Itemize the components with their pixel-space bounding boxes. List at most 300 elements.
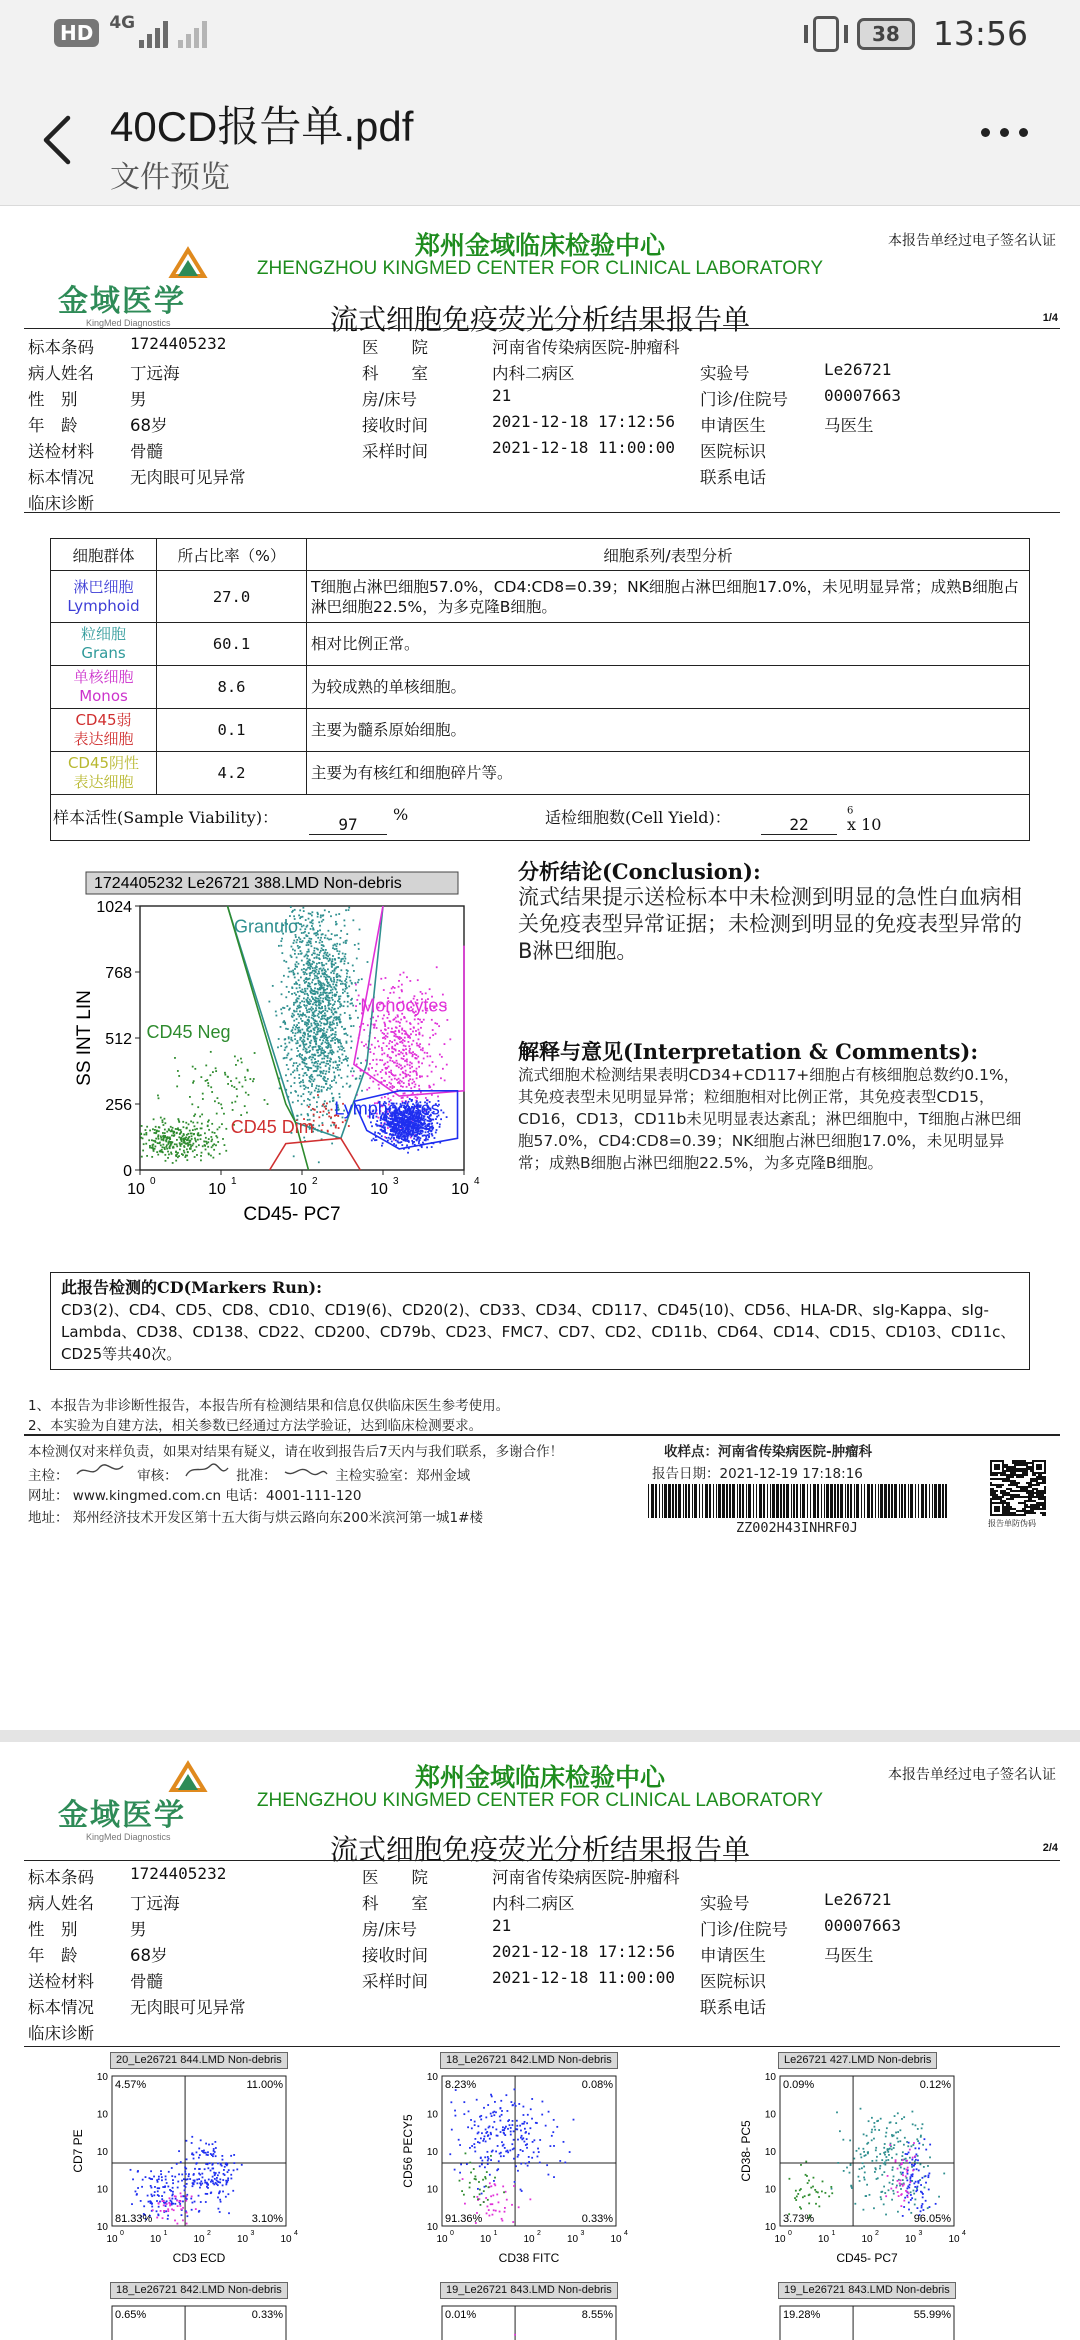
scatter-point	[384, 1025, 386, 1027]
scatter-point	[335, 914, 337, 916]
scatter-point	[186, 2158, 188, 2160]
scatter-point	[296, 941, 298, 943]
barcode-bar	[770, 1484, 771, 1518]
scatter-point	[179, 1142, 181, 1144]
scatter-point	[339, 1018, 341, 1020]
scatter-point	[184, 2189, 186, 2191]
qr-module	[996, 1466, 998, 1468]
scatter-point	[377, 1015, 379, 1017]
scatter-point	[194, 1149, 196, 1151]
scatter-point	[160, 1135, 162, 1137]
scatter-point	[874, 2171, 876, 2173]
scatter-point	[321, 1058, 323, 1060]
qr-module	[1020, 1514, 1022, 1516]
label: 实验号	[700, 1894, 750, 1913]
scatter-point	[906, 2160, 908, 2162]
scatter-point	[372, 1081, 374, 1083]
scatter-point	[880, 2118, 882, 2120]
x-tick-exp: 1	[163, 2230, 168, 2237]
scatter-point	[318, 1116, 320, 1118]
scatter-point	[192, 2154, 194, 2156]
scatter-point	[501, 2110, 503, 2112]
scatter-point	[199, 2182, 201, 2184]
scatter-point	[482, 2140, 484, 2142]
scatter-point	[166, 1148, 168, 1150]
scatter-point	[306, 925, 308, 927]
scatter-point	[398, 1031, 400, 1033]
scatter-point	[294, 992, 296, 994]
scatter-point	[206, 2193, 208, 2195]
disclaimer: 本检测仅对来样负责，如果对结果有疑义，请在收到报告后7天内与我们联系，多谢合作！	[28, 1444, 564, 1460]
qr-module	[1044, 1470, 1046, 1472]
scatter-point	[928, 2189, 930, 2191]
qr-module	[1014, 1482, 1016, 1484]
scatter-point	[182, 2201, 184, 2203]
scatter-point	[916, 2168, 918, 2170]
scatter-point	[407, 1121, 409, 1123]
qr-module	[1016, 1490, 1018, 1492]
scatter-point	[412, 1031, 414, 1033]
scatter-point	[227, 2193, 229, 2195]
scatter-point	[537, 2156, 539, 2158]
scatter-point	[406, 1133, 408, 1135]
qr-module	[1036, 1492, 1038, 1494]
qr-module	[1016, 1476, 1018, 1478]
scatter-point	[170, 1130, 172, 1132]
scatter-point	[398, 1078, 400, 1080]
scatter-point	[222, 2159, 224, 2161]
qr-module	[990, 1502, 992, 1504]
y-tick-label: 10	[96, 2072, 108, 2083]
qr-module	[1044, 1472, 1046, 1474]
qr-module	[1000, 1478, 1002, 1480]
qr-module	[1032, 1466, 1034, 1468]
qr-module	[1024, 1470, 1026, 1472]
table-row	[51, 752, 1030, 795]
scatter-point	[312, 998, 314, 1000]
scatter-point	[414, 1019, 416, 1021]
scatter-point	[333, 1023, 335, 1025]
scatter-point	[374, 1131, 376, 1133]
scatter-point	[292, 1101, 294, 1103]
scatter-point	[334, 1039, 336, 1041]
scatter-point	[186, 1148, 188, 1150]
qr-module	[996, 1474, 998, 1476]
scatter-point	[198, 2195, 200, 2197]
scatter-point	[184, 2171, 186, 2173]
label: 临床诊断	[28, 2024, 94, 2043]
scatter-point	[320, 1075, 322, 1077]
scatter-point	[334, 959, 336, 961]
column-header: 细胞群体	[51, 539, 157, 571]
scatter-point	[321, 1062, 323, 1064]
scatter-point	[374, 1139, 376, 1141]
scatter-point	[425, 1135, 427, 1137]
scatter-point	[315, 1043, 317, 1045]
scatter-point	[419, 1019, 421, 1021]
scatter-point	[158, 1130, 160, 1132]
scatter-point	[422, 1142, 424, 1144]
scatter-point	[295, 1091, 297, 1093]
scatter-point	[322, 949, 324, 951]
scatter-point	[232, 2190, 234, 2192]
scatter-point	[323, 1076, 325, 1078]
scatter-point	[422, 1035, 424, 1037]
scatter-point	[409, 1067, 411, 1069]
scatter-point	[285, 996, 287, 998]
scatter-point	[398, 1066, 400, 1068]
barcode-value: 1724405232	[130, 334, 227, 353]
scatter-point	[399, 1036, 401, 1038]
scatter-point	[172, 1131, 174, 1133]
scatter-point	[357, 981, 359, 983]
scatter-point	[212, 2155, 214, 2157]
scatter-point	[404, 1073, 406, 1075]
scatter-point	[309, 975, 311, 977]
qr-module	[1032, 1470, 1034, 1472]
scatter-point	[288, 967, 290, 969]
scatter-point	[296, 1000, 298, 1002]
scatter-point	[399, 1022, 401, 1024]
scatter-point	[328, 1026, 330, 1028]
qr-code-image[interactable]	[990, 1460, 1046, 1516]
scatter-point	[306, 1005, 308, 1007]
cell-group	[51, 752, 157, 795]
scatter-point	[875, 2147, 877, 2149]
scatter-point	[264, 1099, 266, 1101]
scatter-point	[331, 1011, 333, 1013]
scatter-point	[351, 1067, 353, 1069]
scatter-point	[399, 1134, 401, 1136]
qr-module	[1026, 1468, 1028, 1470]
qr-module	[1040, 1466, 1042, 1468]
scatter-point	[313, 1013, 315, 1015]
scatter-point	[301, 1015, 303, 1017]
scatter-point	[316, 969, 318, 971]
qr-module	[1032, 1462, 1034, 1464]
qr-module	[1008, 1494, 1010, 1496]
scatter-point	[924, 2138, 926, 2140]
qr-module	[990, 1474, 992, 1476]
label: 联系电话	[700, 468, 766, 487]
cell-group	[51, 623, 157, 666]
barcode-bar	[651, 1484, 654, 1518]
scatter-point	[468, 2110, 470, 2112]
scatter-point	[298, 937, 300, 939]
scatter-point	[154, 1146, 156, 1148]
cell-ratio: 27.0	[157, 571, 307, 623]
scatter-point	[333, 1124, 335, 1126]
scatter-point	[339, 937, 341, 939]
scatter-point	[868, 2120, 870, 2122]
scatter-point	[207, 2151, 209, 2153]
scatter-point	[883, 2171, 885, 2173]
scatter-point	[359, 929, 361, 931]
qr-module	[1008, 1506, 1010, 1508]
scatter-point	[331, 963, 333, 965]
scatter-point	[205, 2152, 207, 2154]
qr-module	[1014, 1480, 1016, 1482]
scatter-point	[180, 1138, 182, 1140]
scatter-point	[304, 990, 306, 992]
scatter-point	[319, 987, 321, 989]
scatter-point	[912, 2111, 914, 2113]
scatter-point	[305, 978, 307, 980]
scatter-point	[317, 1052, 319, 1054]
qr-module	[1018, 1468, 1020, 1470]
qr-module	[990, 1508, 992, 1510]
qr-module	[1008, 1512, 1010, 1514]
qr-module	[1044, 1480, 1046, 1482]
barcode-bar	[796, 1484, 798, 1518]
barcode-bar	[694, 1484, 697, 1518]
scatter-point	[409, 1064, 411, 1066]
scatter-point	[388, 1137, 390, 1139]
scatter-point	[374, 1037, 376, 1039]
scatter-point	[909, 2184, 911, 2186]
group-name-en: Grans	[81, 644, 126, 662]
barcode-bar	[783, 1484, 785, 1518]
scatter-point	[391, 1135, 393, 1137]
x-tick-exp: 1	[231, 1176, 237, 1187]
scatter-point	[192, 2202, 194, 2204]
scatter-point	[207, 1085, 209, 1087]
scatter-point	[341, 1049, 343, 1051]
scatter-point	[388, 1048, 390, 1050]
barcode-bar	[929, 1484, 930, 1518]
scatter-point	[401, 1067, 403, 1069]
scatter-point	[313, 1097, 315, 1099]
scatter-point	[440, 1118, 442, 1120]
pdf-viewer[interactable]	[0, 206, 1080, 2340]
qr-module	[1026, 1490, 1028, 1492]
qr-module	[1036, 1468, 1038, 1470]
scatter-point	[164, 1118, 166, 1120]
status-bar	[0, 0, 1080, 72]
scatter-point	[352, 1075, 354, 1077]
scatter-point	[186, 2195, 188, 2197]
scatter-point	[276, 1015, 278, 1017]
scatter-point	[470, 2119, 472, 2121]
scatter-point	[385, 1067, 387, 1069]
scatter-point	[148, 1139, 150, 1141]
scatter-point	[355, 1010, 357, 1012]
scatter-point	[391, 1031, 393, 1033]
qr-module	[1002, 1484, 1004, 1486]
scatter-point	[454, 2169, 456, 2171]
yield-exponent: 6	[847, 805, 854, 817]
scatter-point	[321, 934, 323, 936]
scatter-point	[303, 1046, 305, 1048]
scatter-point	[862, 2162, 864, 2164]
scatter-point	[212, 2168, 214, 2170]
scatter-point	[514, 2181, 516, 2183]
scatter-point	[896, 2137, 898, 2139]
scatter-point	[522, 2150, 524, 2152]
scatter-point	[327, 1037, 329, 1039]
scatter-point	[303, 1032, 305, 1034]
qr-module	[1006, 1466, 1008, 1468]
scatter-point	[343, 1005, 345, 1007]
scatter-point	[328, 960, 330, 962]
scatter-point	[199, 2154, 201, 2156]
scatter-point	[330, 1052, 332, 1054]
barcode-bar	[748, 1484, 751, 1518]
scatter-point	[382, 1037, 384, 1039]
qr-module	[1022, 1464, 1024, 1466]
bed-number: 21	[492, 386, 512, 405]
qr-module	[1018, 1464, 1020, 1466]
table-header-row	[51, 539, 1030, 571]
scatter-point	[908, 2192, 910, 2194]
scatter-point	[477, 2198, 479, 2200]
scatter-point	[185, 2168, 187, 2170]
interpretation-text: 流式细胞术检测结果表明CD34+CD117+细胞占有核细胞总数约0.1%，其免疫表型未见明显异常；粒细胞相对比例正常，其免疫表型CD15，CD16，CD13，CD11b未见明显表达紊乱；淋巴细胞中，T细胞占淋巴细胞57.0%，CD4:CD8=0.39；NK细胞占淋巴细胞17.0%，未见明显异常；成熟B细胞占淋巴细胞22.5%，为多克隆B细胞。	[518, 1066, 1022, 1172]
scatter-point	[382, 1131, 384, 1133]
scatter-point	[431, 1133, 433, 1135]
scatter-point	[361, 1041, 363, 1043]
qr-module	[1002, 1468, 1004, 1470]
scatter-point	[415, 1054, 417, 1056]
scatter-point	[162, 1151, 164, 1153]
scatter-point	[867, 2142, 869, 2144]
scatter-point	[333, 1003, 335, 1005]
scatter-point	[421, 1062, 423, 1064]
scatter-point	[490, 2155, 492, 2157]
scatter-point	[236, 1095, 238, 1097]
qr-module	[1026, 1500, 1028, 1502]
scatter-point	[158, 2176, 160, 2178]
scatter-point	[395, 1017, 397, 1019]
scatter-point	[465, 2152, 467, 2154]
scatter-point	[917, 2128, 919, 2130]
x-tick-label: 10	[289, 1181, 307, 1198]
scatter-point	[224, 1072, 226, 1074]
scatter-point	[850, 2164, 852, 2166]
scatter-point	[439, 1124, 441, 1126]
scatter-point	[329, 1023, 331, 1025]
qr-module	[1026, 1486, 1028, 1488]
scatter-point	[347, 1065, 349, 1067]
scatter-point	[303, 973, 305, 975]
scatter-point	[142, 1150, 144, 1152]
scatter-point	[324, 1051, 326, 1053]
scatter-point	[505, 2094, 507, 2096]
scatter-point	[157, 2214, 159, 2216]
scatter-point	[194, 2168, 196, 2170]
scatter-point	[320, 1050, 322, 1052]
scatter-point	[314, 1036, 316, 1038]
scatter-point	[495, 2151, 497, 2153]
qr-module	[990, 1504, 992, 1506]
scatter-point	[296, 1055, 298, 1057]
gate-label: CD45 Neg	[146, 1022, 231, 1042]
scatter-point	[539, 2162, 541, 2164]
scatter-point	[326, 1031, 328, 1033]
qr-module	[994, 1490, 996, 1492]
scatter-point	[278, 1038, 280, 1040]
scatter-point	[414, 1086, 416, 1088]
scatter-point	[911, 2159, 913, 2161]
scatter-point	[490, 2132, 492, 2134]
scatter-point	[308, 940, 310, 942]
scatter-point	[284, 1023, 286, 1025]
scatter-point	[340, 969, 342, 971]
specimen: 无肉眼可见异常	[130, 1998, 246, 2017]
qr-module	[1004, 1510, 1006, 1512]
scatter-point	[522, 2106, 524, 2108]
scatter-point	[334, 1034, 336, 1036]
scatter-point	[411, 1119, 413, 1121]
scatter-point	[324, 991, 326, 993]
qr-module	[1042, 1502, 1044, 1504]
scatter-point	[290, 1039, 292, 1041]
scatter-point	[318, 1016, 320, 1018]
scatter-point	[151, 1139, 153, 1141]
scatter-point	[491, 2203, 493, 2205]
scatter-point	[318, 973, 320, 975]
qr-module	[1040, 1468, 1042, 1470]
qr-module	[996, 1490, 998, 1492]
divider	[24, 2046, 1060, 2047]
label: 标本情况	[28, 468, 94, 487]
scatter-point	[149, 2177, 151, 2179]
scatter-point	[285, 1074, 287, 1076]
scatter-point	[871, 2129, 873, 2131]
scatter-point	[176, 2223, 178, 2225]
scatter-point	[406, 1086, 408, 1088]
scatter-point	[162, 1121, 164, 1123]
scatter-point	[294, 968, 296, 970]
scatter-point	[518, 2206, 520, 2208]
scatter-point	[156, 1130, 158, 1132]
scatter-point	[916, 2138, 918, 2140]
scatter-point	[192, 2185, 194, 2187]
qr-module	[992, 1502, 994, 1504]
scatter-point	[310, 1030, 312, 1032]
scatter-point	[324, 1009, 326, 1011]
scatter-point	[204, 1145, 206, 1147]
scatter-point	[170, 1126, 172, 1128]
qr-module	[1020, 1462, 1022, 1464]
scatter-point	[318, 1028, 320, 1030]
scatter-point	[137, 2187, 139, 2189]
qr-module	[1012, 1468, 1014, 1470]
scatter-point	[174, 2203, 176, 2205]
scatter-point	[239, 1082, 241, 1084]
scatter-point	[326, 1103, 328, 1105]
scatter-point	[327, 1078, 329, 1080]
qr-module	[1020, 1460, 1022, 1462]
scatter-point	[283, 960, 285, 962]
more-options-button[interactable]	[981, 128, 1028, 137]
main-lab: 主检实验室：郑州金域	[335, 1468, 471, 1484]
scatter-point	[313, 1070, 315, 1072]
barcode-bar	[875, 1484, 876, 1518]
scatter-point	[525, 2144, 527, 2146]
scatter-point	[164, 2185, 166, 2187]
scatter-point	[297, 1027, 299, 1029]
scatter-point	[295, 1032, 297, 1034]
back-button[interactable]	[36, 112, 86, 168]
scatter-point	[335, 921, 337, 923]
qr-module	[990, 1512, 992, 1514]
scatter-point	[393, 1019, 395, 1021]
scatter-point	[407, 1036, 409, 1038]
scatter-point	[391, 1141, 393, 1143]
label: 年 龄	[28, 416, 78, 435]
scatter-point	[333, 981, 335, 983]
